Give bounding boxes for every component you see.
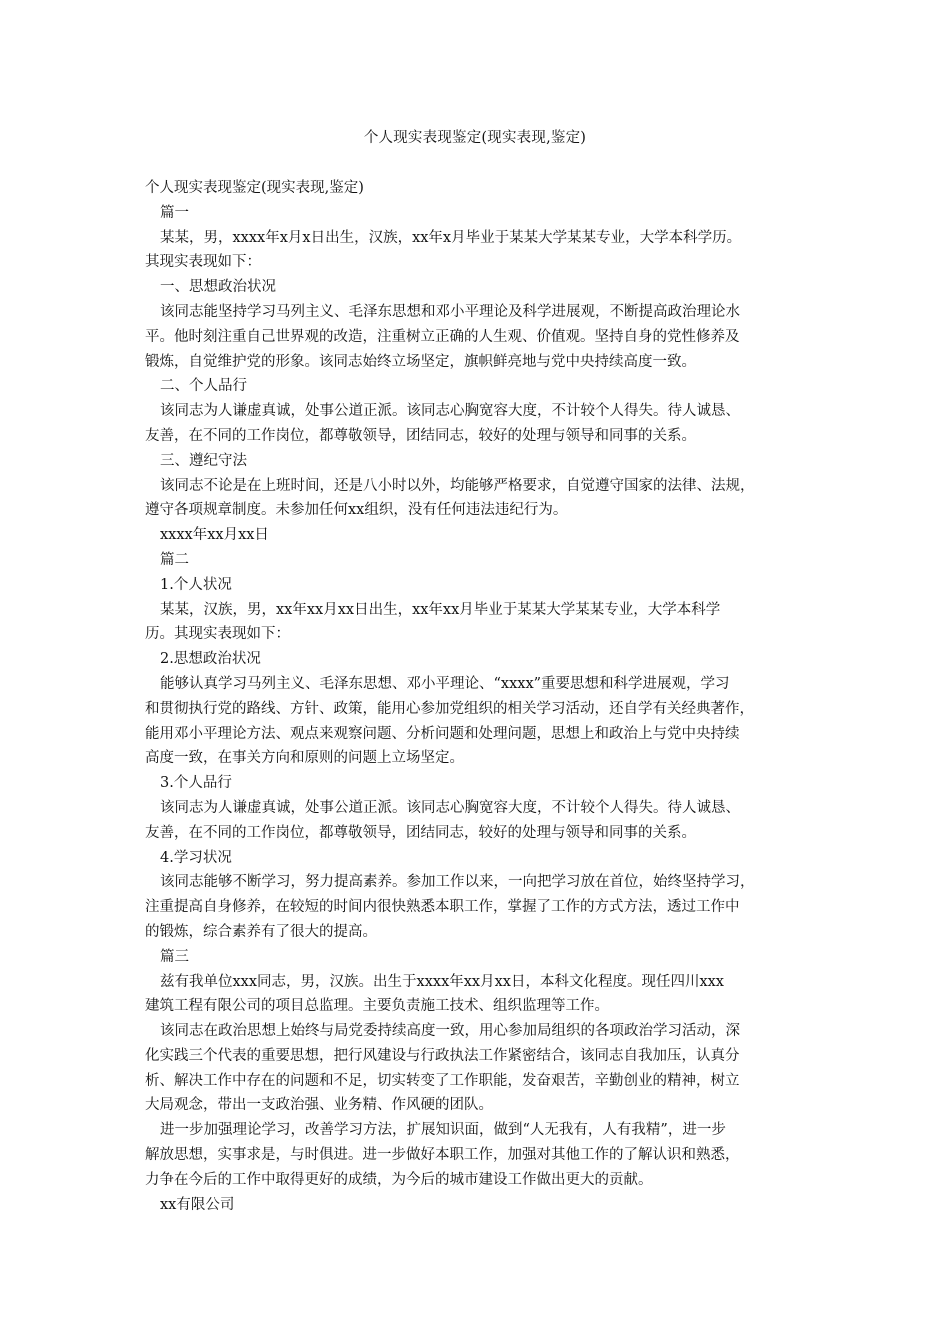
paragraph [145, 846, 810, 871]
text-line: 解放思想，实事求是，与时俱进。进一步做好本职工作，加强对其他工作的了解认识和熟悉， [145, 1147, 740, 1164]
text-line: 一、思想政治状况 [160, 279, 276, 296]
paragraph [145, 970, 810, 1020]
text-line: 遵守各项规章制度。未参加任何xx组织，没有任何违法违纪行为。 [145, 502, 568, 519]
text-line: 能够认真学习马列主义、毛泽东思想、邓小平理论、“xxxx”重要思想和科学进展观，学习 [160, 675, 730, 692]
text-line: 该同志不论是在上班时间，还是八小时以外，均能够严格要求，自觉遵守国家的法律、法规， [160, 477, 755, 494]
text-line: 该同志在政治思想上始终与局党委持续高度一致，用心参加局组织的各项政治学习活动，深 [160, 1023, 740, 1040]
text-line: 1.个人状况 [160, 576, 232, 593]
text-line: 4.学习状况 [160, 849, 232, 866]
text-line: 的锻炼，综合素养有了很大的提高。 [145, 923, 377, 940]
text-line: 注重提高自身修养，在较短的时间内很快熟悉本职工作，掌握了工作的方式方法，透过工作中 [145, 899, 740, 916]
paragraph [145, 226, 810, 276]
text-line: 兹有我单位xxx同志，男，汉族。出生于xxxx年xx月xx日，本科文化程度。现任四川xxx [160, 973, 724, 990]
text-line: 三、遵纪守法 [160, 452, 247, 469]
paragraph [145, 449, 810, 474]
paragraph [145, 176, 810, 201]
paragraph [145, 945, 810, 970]
text-line: 某某，汉族，男，xx年xx月xx日出生，xx年xx月毕业于某某大学某某专业，大学本科学 [160, 601, 721, 618]
text-line: 该同志能够不断学习，努力提高素养。参加工作以来，一向把学习放在首位，始终坚持学习， [160, 874, 755, 891]
paragraph [145, 1193, 810, 1218]
text-line: 力争在今后的工作中取得更好的成绩，为今后的城市建设工作做出更大的贡献。 [145, 1171, 653, 1188]
text-line: 和贯彻执行党的路线、方针、政策，能用心参加党组织的相关学习活动，还自学有关经典著作， [145, 700, 754, 717]
text-line: 能用邓小平理论方法、观点来观察问题、分析问题和处理问题，思想上和政治上与党中央持续 [145, 725, 740, 742]
text-line: 历。其现实表现如下： [145, 626, 290, 643]
text-line: 个人现实表现鉴定(现实表现,鉴定) [145, 180, 364, 196]
text-line: 锻炼，自觉维护党的形象。该同志始终立场坚定，旗帜鲜亮地与党中央持续高度一致。 [145, 353, 696, 370]
paragraph [145, 1019, 810, 1118]
paragraph [145, 771, 810, 796]
text-line: 进一步加强理论学习，改善学习方法，扩展知识面，做到“人无我有，人有我精”，进一步 [160, 1122, 726, 1139]
text-line: 友善，在不同的工作岗位，都尊敬领导，团结同志，较好的处理与领导和同事的关系。 [145, 824, 696, 841]
paragraph [145, 275, 810, 300]
text-line: 其现实表现如下： [145, 254, 261, 271]
text-line: 篇一 [160, 204, 189, 221]
paragraph [145, 1118, 810, 1192]
paragraph [145, 870, 810, 944]
text-line: 该同志为人谦虚真诚，处事公道正派。该同志心胸宽容大度，不计较个人得失。待人诚恳、 [160, 799, 740, 816]
text-line: xx有限公司 [160, 1196, 235, 1213]
paragraph [145, 548, 810, 573]
document-title: 个人现实表现鉴定(现实表现,鉴定) [363, 130, 587, 146]
paragraph [145, 201, 810, 226]
paragraph [145, 796, 810, 846]
text-line: 平。他时刻注重自己世界观的改造，注重树立正确的人生观、价值观。坚持自身的党性修养及 [145, 328, 740, 345]
text-line: xxxx年xx月xx日 [160, 527, 269, 544]
text-line: 二、个人品行 [160, 378, 247, 395]
text-line: 该同志能坚持学习马列主义、毛泽东思想和邓小平理论及科学进展观，不断提高政治理论水 [160, 303, 740, 320]
paragraph [145, 474, 810, 524]
paragraph [145, 399, 810, 449]
paragraph [145, 647, 810, 672]
document-body [145, 176, 810, 1217]
text-line: 该同志为人谦虚真诚，处事公道正派。该同志心胸宽容大度，不计较个人得失。待人诚恳、 [160, 403, 740, 420]
text-line: 析、解决工作中存在的问题和不足，切实转变了工作职能，发奋艰苦，辛勤创业的精神，树立 [145, 1072, 740, 1089]
paragraph [145, 672, 810, 771]
paragraph [145, 598, 810, 648]
paragraph [145, 573, 810, 598]
text-line: 3.个人品行 [160, 775, 232, 792]
text-line: 某某，男，xxxx年x月x日出生，汉族，xx年x月毕业于某某大学某某专业，大学本科学历。 [160, 229, 742, 246]
paragraph [145, 523, 810, 548]
text-line: 高度一致，在事关方向和原则的问题上立场坚定。 [145, 750, 464, 767]
text-line: 友善，在不同的工作岗位，都尊敬领导，团结同志，较好的处理与领导和同事的关系。 [145, 427, 696, 444]
text-line: 大局观念，带出一支政治强、业务精、作风硬的团队。 [145, 1097, 493, 1114]
text-line: 2.思想政治状况 [160, 651, 261, 668]
text-line: 篇二 [160, 551, 189, 568]
paragraph [145, 374, 810, 399]
paragraph [145, 300, 810, 374]
text-line: 建筑工程有限公司的项目总监理。主要负责施工技术、组织监理等工作。 [145, 998, 609, 1015]
text-line: 篇三 [160, 948, 189, 965]
text-line: 化实践三个代表的重要思想，把行风建设与行政执法工作紧密结合，该同志自我加压，认真分 [145, 1047, 740, 1064]
